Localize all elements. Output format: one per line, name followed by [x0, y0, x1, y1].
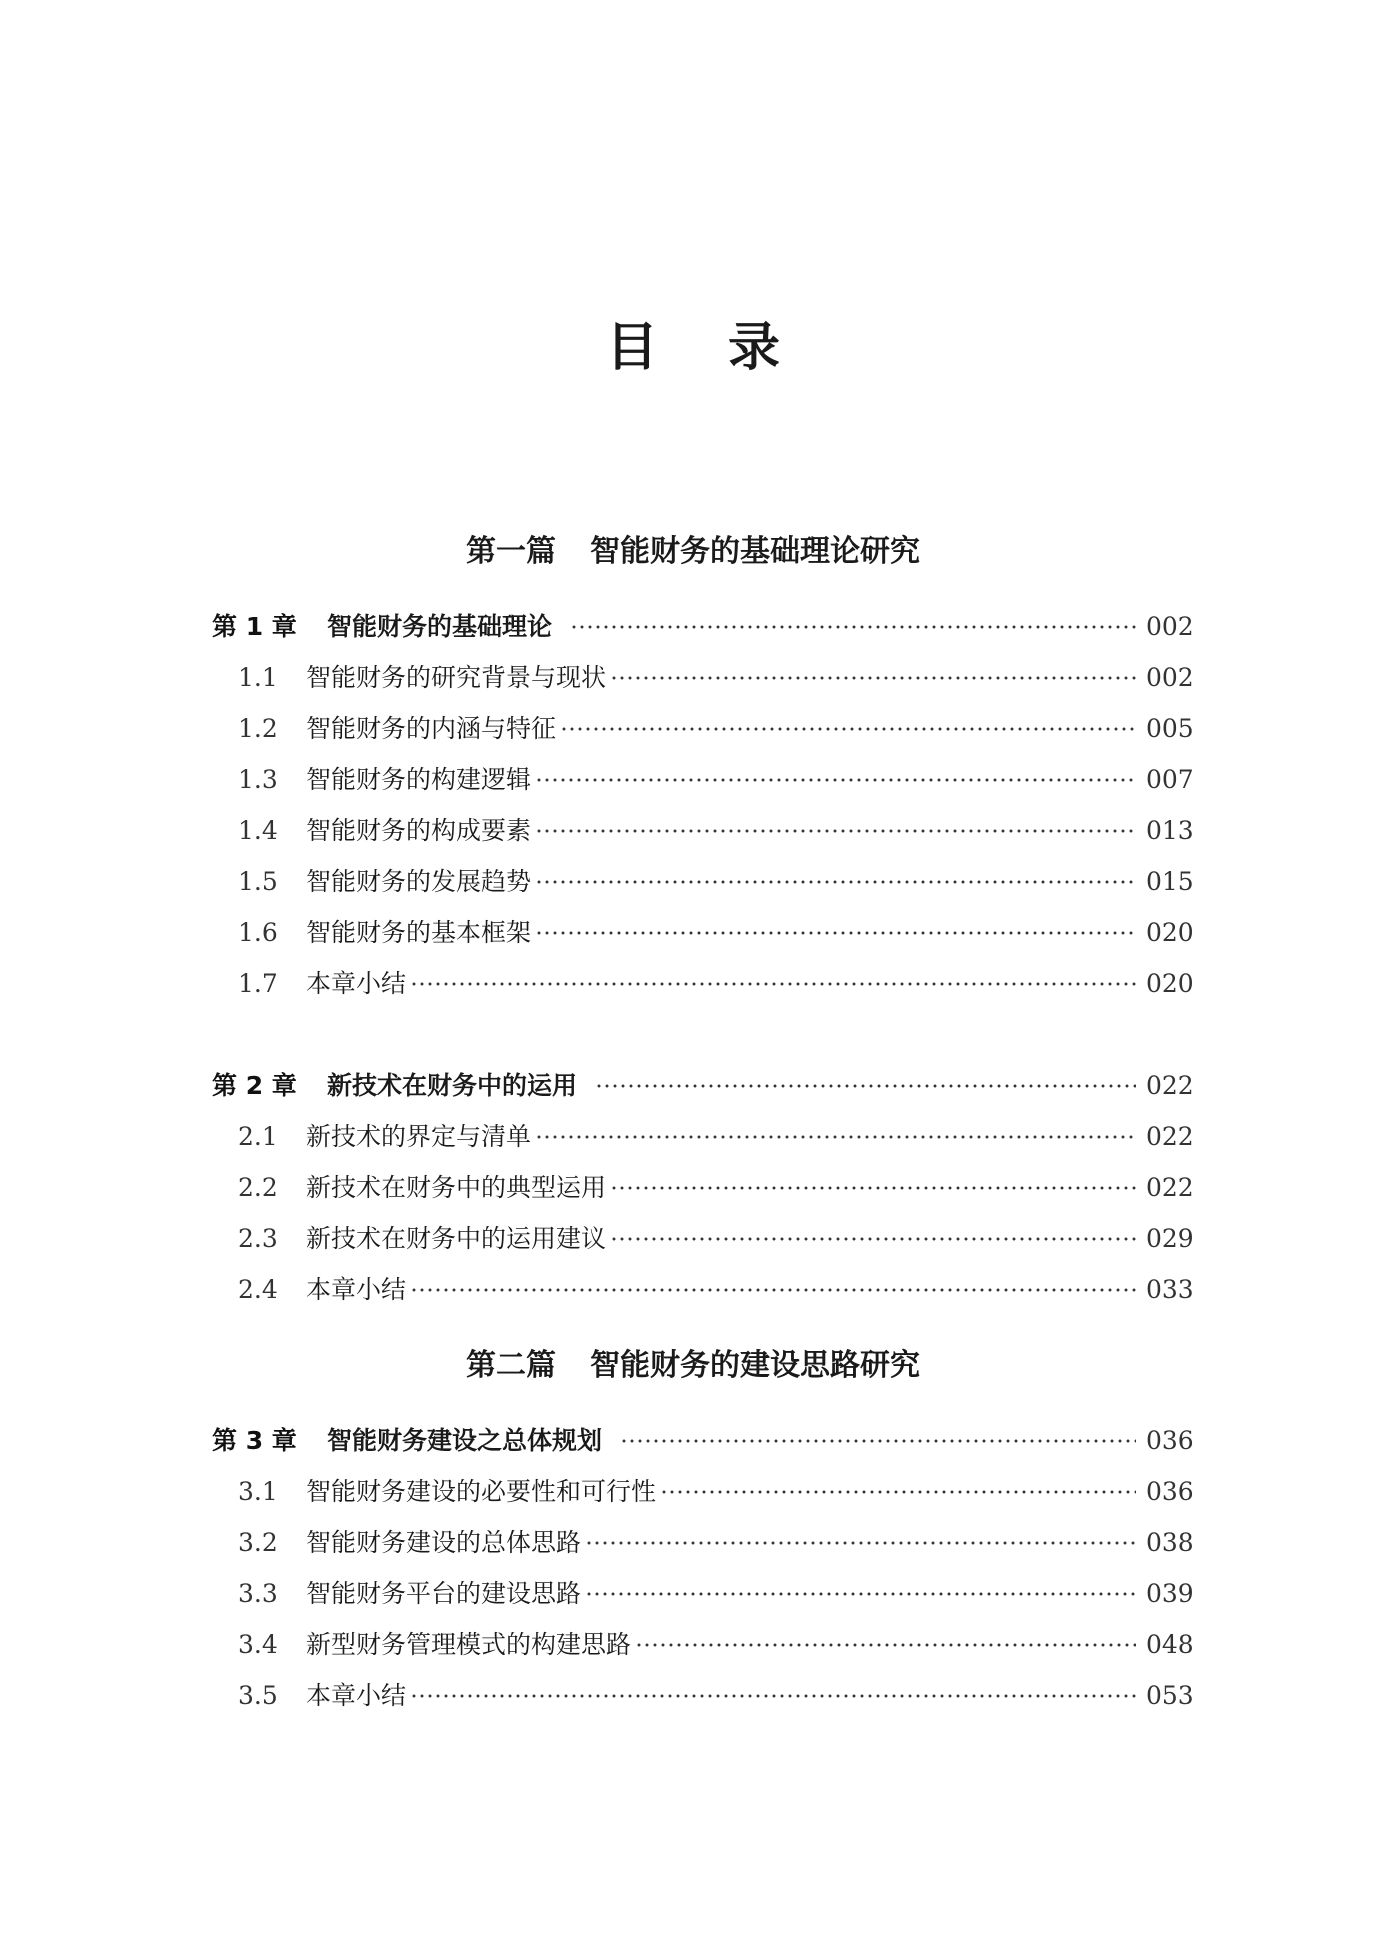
page-number: 048: [1146, 1630, 1194, 1659]
toc-section[interactable]: [212, 1219, 1192, 1259]
page-number: 022: [1146, 1173, 1194, 1202]
toc-section[interactable]: [212, 913, 1192, 953]
part-heading: [0, 532, 1386, 572]
dot-leader: [535, 931, 1136, 935]
toc-section[interactable]: [212, 1270, 1192, 1310]
part-label: 第一篇: [466, 534, 556, 569]
page-number: 039: [1146, 1579, 1194, 1608]
dot-leader: [620, 1439, 1136, 1443]
page-title: [0, 318, 1386, 378]
page-number: 022: [1146, 1122, 1194, 1151]
section-number: 3.4: [238, 1630, 278, 1659]
dot-leader: [410, 1288, 1136, 1292]
section-number: 1.6: [238, 918, 278, 947]
dot-leader: [570, 625, 1136, 629]
section-title: 智能财务的构成要素: [306, 816, 532, 845]
section-title: 智能财务的发展趋势: [306, 867, 532, 896]
section-title: 智能财务建设的总体思路: [306, 1528, 582, 1557]
toc-section[interactable]: [212, 1676, 1192, 1716]
section-title: 新技术的界定与清单: [306, 1122, 532, 1151]
page-number: 002: [1146, 663, 1194, 692]
section-title: 本章小结: [306, 1275, 407, 1304]
dot-leader: [560, 727, 1136, 731]
chapter-number: 第 1 章: [212, 612, 297, 641]
section-title: 本章小结: [306, 1681, 407, 1710]
dot-leader: [610, 1237, 1136, 1241]
chapter-title: 智能财务建设之总体规划: [327, 1426, 603, 1455]
toc-section[interactable]: [212, 1523, 1192, 1563]
dot-leader: [410, 1694, 1136, 1698]
page-number: 053: [1146, 1681, 1194, 1710]
toc-section[interactable]: [212, 658, 1192, 698]
section-title: 新技术在财务中的典型运用: [306, 1173, 607, 1202]
page-number: 036: [1146, 1477, 1194, 1506]
section-number: 1.1: [238, 663, 278, 692]
dot-leader: [610, 676, 1136, 680]
dot-leader: [660, 1490, 1136, 1494]
dot-leader: [610, 1186, 1136, 1190]
part-name: 智能财务的建设思路研究: [590, 1348, 920, 1383]
section-number: 1.4: [238, 816, 278, 845]
page-title-char-2: 录: [728, 318, 781, 378]
page-number: 015: [1146, 867, 1194, 896]
page-number: 002: [1146, 612, 1194, 641]
toc-section[interactable]: [212, 1117, 1192, 1157]
dot-leader: [535, 829, 1136, 833]
page-title-char-1: 目: [605, 318, 658, 378]
section-title: 智能财务平台的建设思路: [306, 1579, 582, 1608]
part-heading: [0, 1346, 1386, 1386]
toc-section[interactable]: [212, 862, 1192, 902]
toc-section[interactable]: [212, 709, 1192, 749]
section-number: 1.5: [238, 867, 278, 896]
dot-leader: [535, 880, 1136, 884]
section-number: 2.1: [238, 1122, 278, 1151]
section-title: 智能财务的研究背景与现状: [306, 663, 607, 692]
page-number: 036: [1146, 1426, 1194, 1455]
section-title: 本章小结: [306, 969, 407, 998]
section-number: 3.5: [238, 1681, 278, 1710]
section-number: 1.7: [238, 969, 278, 998]
toc-chapter-3[interactable]: [212, 1421, 1192, 1461]
toc-chapter-2[interactable]: [212, 1066, 1192, 1106]
chapter-number: 第 2 章: [212, 1071, 297, 1100]
section-title: 新型财务管理模式的构建思路: [306, 1630, 632, 1659]
section-title: 智能财务的构建逻辑: [306, 765, 532, 794]
dot-leader: [595, 1084, 1136, 1088]
page-number: 033: [1146, 1275, 1194, 1304]
section-number: 3.3: [238, 1579, 278, 1608]
toc-section[interactable]: [212, 811, 1192, 851]
dot-leader: [535, 1135, 1136, 1139]
section-number: 3.1: [238, 1477, 278, 1506]
section-number: 1.2: [238, 714, 278, 743]
page-number: 005: [1146, 714, 1194, 743]
page-number: 020: [1146, 918, 1194, 947]
section-number: 2.3: [238, 1224, 278, 1253]
dot-leader: [585, 1541, 1136, 1545]
section-number: 1.3: [238, 765, 278, 794]
page-number: 007: [1146, 765, 1194, 794]
toc-section[interactable]: [212, 1168, 1192, 1208]
page-number: 029: [1146, 1224, 1194, 1253]
chapter-title: 新技术在财务中的运用: [327, 1071, 578, 1100]
section-number: 2.2: [238, 1173, 278, 1202]
toc-section[interactable]: [212, 760, 1192, 800]
chapter-title: 智能财务的基础理论: [327, 612, 553, 641]
section-title: 智能财务的内涵与特征: [306, 714, 557, 743]
page-number: 013: [1146, 816, 1194, 845]
toc-section[interactable]: [212, 1625, 1192, 1665]
dot-leader: [410, 982, 1136, 986]
chapter-number: 第 3 章: [212, 1426, 297, 1455]
page-number: 038: [1146, 1528, 1194, 1557]
section-title: 智能财务建设的必要性和可行性: [306, 1477, 657, 1506]
section-number: 3.2: [238, 1528, 278, 1557]
toc-section[interactable]: [212, 964, 1192, 1004]
section-title: 智能财务的基本框架: [306, 918, 532, 947]
toc-section[interactable]: [212, 1574, 1192, 1614]
part-label: 第二篇: [466, 1348, 556, 1383]
dot-leader: [585, 1592, 1136, 1596]
section-title: 新技术在财务中的运用建议: [306, 1224, 607, 1253]
toc-section[interactable]: [212, 1472, 1192, 1512]
dot-leader: [635, 1643, 1136, 1647]
part-name: 智能财务的基础理论研究: [590, 534, 920, 569]
page-number: 020: [1146, 969, 1194, 998]
section-number: 2.4: [238, 1275, 278, 1304]
dot-leader: [535, 778, 1136, 782]
toc-chapter-1[interactable]: [212, 607, 1192, 647]
page-number: 022: [1146, 1071, 1194, 1100]
